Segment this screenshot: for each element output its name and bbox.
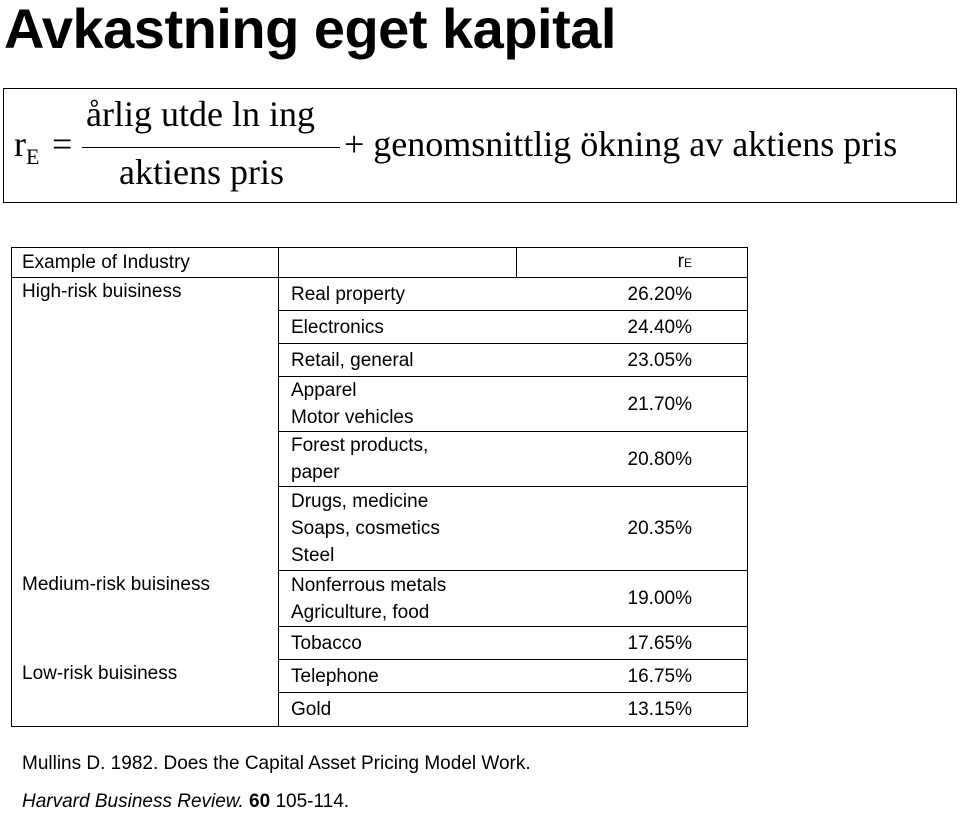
citation-pages: 105-114. (275, 791, 350, 812)
formula-lhs-subscript: E (26, 144, 40, 169)
citation-line2 (22, 783, 531, 821)
re-value: 16.75% (517, 660, 748, 693)
table-header-row (12, 248, 748, 278)
re-value: 21.70% (517, 377, 748, 432)
industry-cell: Drugs, medicine Soaps, cosmetics Steel (279, 487, 517, 571)
category-high-risk: High-risk buisiness (12, 278, 279, 571)
industry-cell: Real property (279, 278, 517, 311)
header-re: rE (517, 248, 748, 278)
re-value: 17.65% (517, 627, 748, 660)
industry-cell: Telephone (279, 660, 517, 693)
industry-cell: Gold (279, 693, 517, 727)
citation-journal: Harvard Business Review. (22, 791, 244, 812)
re-value: 23.05% (517, 344, 748, 377)
citation (22, 745, 531, 821)
industry-cell: Nonferrous metals Agriculture, food (279, 571, 517, 627)
page-title: Avkastning eget kapital (4, 0, 616, 60)
formula-equals: = (52, 124, 73, 164)
table-row (12, 278, 748, 311)
formula-lhs: $r_E$ (14, 124, 40, 169)
formula-denominator: aktiens pris (119, 152, 284, 192)
header-industry-blank (279, 248, 517, 278)
header-example-of-industry: Example of Industry (12, 248, 279, 278)
table-row (12, 571, 748, 627)
industry-returns-table (11, 247, 748, 727)
industry-cell: Electronics (279, 311, 517, 344)
re-value: 24.40% (517, 311, 748, 344)
industry-cell: Retail, general (279, 344, 517, 377)
category-medium-risk: Medium-risk buisiness (12, 571, 279, 660)
fraction-bar (82, 147, 340, 148)
re-value: 13.15% (517, 693, 748, 727)
citation-line1: Mullins D. 1982. Does the Capital Asset Pricing Model Work. (22, 753, 531, 774)
citation-volume: 60 (249, 791, 271, 812)
formula-numerator: årlig utde ln ing (86, 94, 315, 134)
industry-cell: Apparel Motor vehicles (279, 377, 517, 432)
re-value: 20.35% (517, 487, 748, 571)
table-row (12, 660, 748, 693)
industry-cell: Tobacco (279, 627, 517, 660)
category-low-risk: Low-risk buisiness (12, 660, 279, 727)
formula-box (3, 88, 957, 203)
re-value: 26.20% (517, 278, 748, 311)
formula-rest: + genomsnittlig ökning av aktiens pris (344, 124, 898, 164)
re-value: 20.80% (517, 432, 748, 487)
re-value: 19.00% (517, 571, 748, 627)
industry-cell: Forest products, paper (279, 432, 517, 487)
